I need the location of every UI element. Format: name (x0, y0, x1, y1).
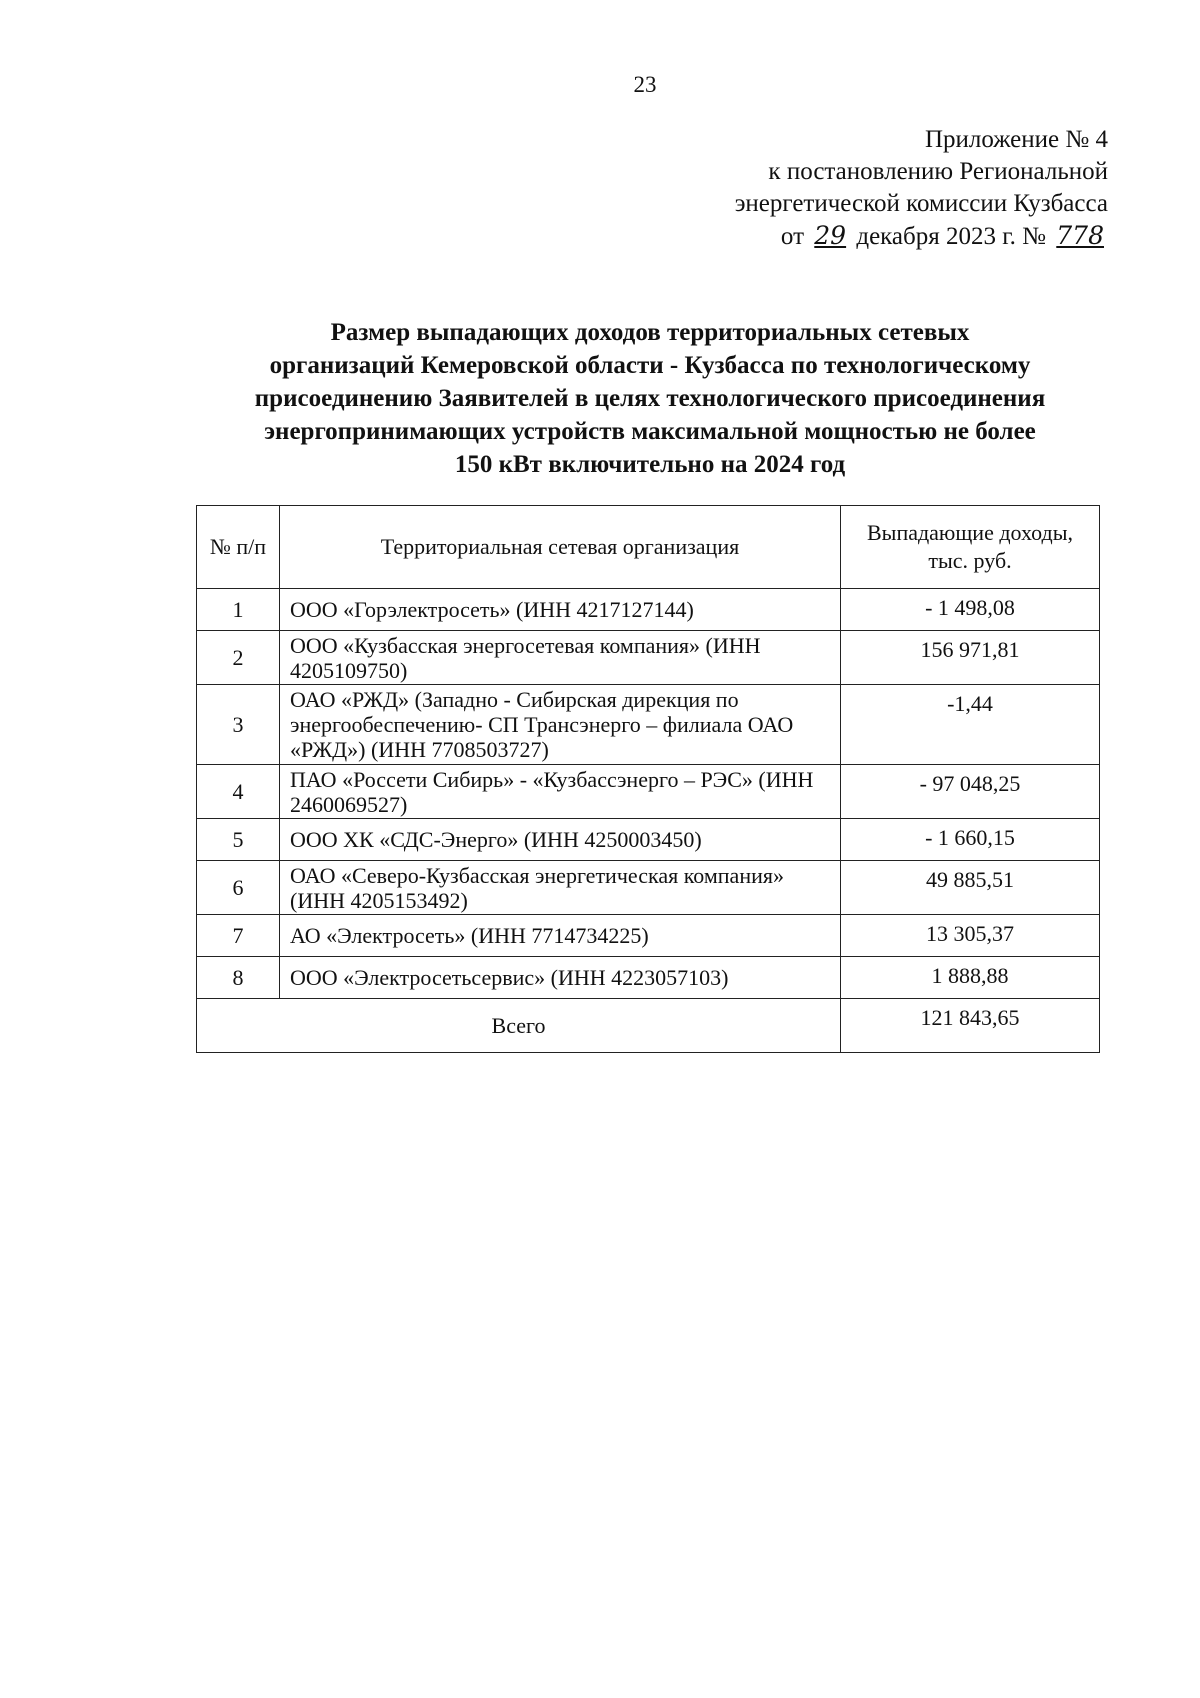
row-organization: ОАО «РЖД» (Западно - Сибирская дирекция по энергообеспечению- СП Трансэнерго – филиала ОАО «РЖД») (ИНН 7708503727) (280, 685, 841, 765)
row-value: -1,44 (841, 685, 1100, 765)
handwritten-day: 29 (814, 221, 847, 250)
title-line-1: Размер выпадающих доходов территориальных сетевых (330, 319, 970, 346)
total-value: 121 843,65 (841, 999, 1100, 1053)
table-row (197, 631, 1100, 685)
row-value: - 1 498,08 (841, 589, 1100, 631)
row-organization: ООО «Горэлектросеть» (ИНН 4217127144) (280, 589, 841, 631)
row-organization: ООО ХК «СДС-Энерго» (ИНН 4250003450) (280, 819, 841, 861)
row-number: 7 (197, 915, 280, 957)
header-value: Выпадающие доходы, тыс. руб. (841, 506, 1100, 589)
appendix-issuer: энергетической комиссии Кузбасса (734, 190, 1108, 217)
row-number: 3 (197, 685, 280, 765)
table-row (197, 589, 1100, 631)
date-month-year: декабря 2023 г. № (856, 223, 1047, 250)
table-row (197, 957, 1100, 999)
table-row (197, 861, 1100, 915)
row-value: 156 971,81 (841, 631, 1100, 685)
row-number: 2 (197, 631, 280, 685)
handwritten-number: 778 (1056, 221, 1104, 250)
table-header-row (197, 506, 1100, 589)
row-value: - 97 048,25 (841, 765, 1100, 819)
title-line-2: организаций Кемеровской области - Кузбасса по технологическому (269, 352, 1031, 379)
row-value: 49 885,51 (841, 861, 1100, 915)
appendix-header (735, 124, 1108, 253)
row-organization: АО «Электросеть» (ИНН 7714734225) (280, 915, 841, 957)
header-number: № п/п (197, 506, 280, 589)
row-value: - 1 660,15 (841, 819, 1100, 861)
row-number: 6 (197, 861, 280, 915)
title-line-5: 150 кВт включительно на 2024 год (454, 451, 846, 478)
appendix-title: Приложение № 4 (924, 126, 1108, 153)
row-organization: ООО «Электросетьсервис» (ИНН 4223057103) (280, 957, 841, 999)
row-organization: ООО «Кузбасская энергосетевая компания» (ИНН 4205109750) (280, 631, 841, 685)
row-value: 13 305,37 (841, 915, 1100, 957)
date-prefix: от (780, 223, 805, 250)
appendix-reference: к постановлению Региональной (768, 158, 1108, 185)
page-number: 23 (633, 72, 657, 97)
total-label: Всего (197, 999, 841, 1053)
table-row (197, 819, 1100, 861)
row-value: 1 888,88 (841, 957, 1100, 999)
table-total-row (197, 999, 1100, 1053)
header-organization: Территориальная сетевая организация (280, 506, 841, 589)
row-number: 8 (197, 957, 280, 999)
row-number: 5 (197, 819, 280, 861)
table-row (197, 765, 1100, 819)
document-title (200, 316, 1100, 481)
row-number: 4 (197, 765, 280, 819)
revenue-table (196, 505, 1100, 1053)
row-organization: ПАО «Россети Сибирь» - «Кузбассэнерго – РЭС» (ИНН 2460069527) (280, 765, 841, 819)
table-row (197, 915, 1100, 957)
title-line-4: энергопринимающих устройств максимальной мощностью не более (264, 418, 1036, 445)
row-organization: ОАО «Северо-Кузбасская энергетическая компания» (ИНН 4205153492) (280, 861, 841, 915)
table-row (197, 685, 1100, 765)
appendix-date-line (735, 220, 1108, 253)
title-line-3: присоединению Заявителей в целях технологического присоединения (254, 385, 1046, 412)
row-number: 1 (197, 589, 280, 631)
